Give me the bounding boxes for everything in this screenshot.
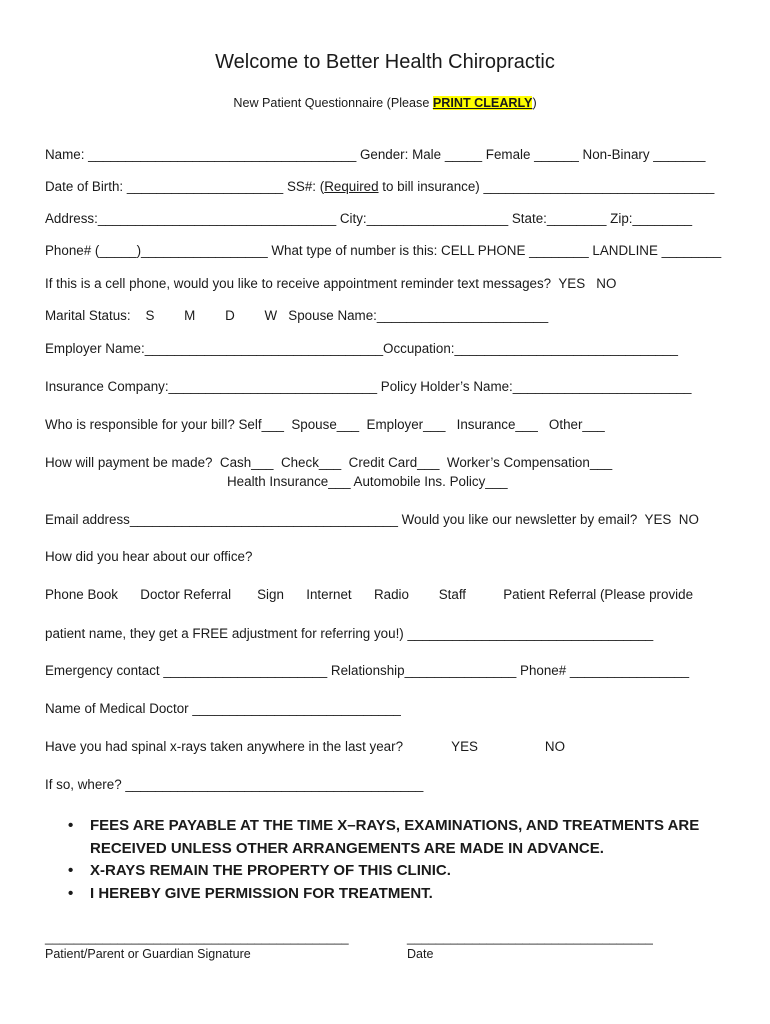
signature-line[interactable]: __________________________________________	[45, 930, 349, 945]
email-line[interactable]: Email address____________________________________ Would you like our newsletter by email? YES NO	[45, 512, 699, 527]
referral-name-line[interactable]: patient name, they get a FREE adjustment for referring you!) _________________________________	[45, 626, 654, 641]
dob-ssn-line[interactable]	[45, 179, 714, 195]
signature-label: Patient/Parent or Guardian Signature	[45, 947, 251, 961]
date-line[interactable]: __________________________________	[407, 930, 653, 945]
name-gender-line[interactable]: Name: ____________________________________ Gender: Male _____ Female ______ Non-Binary _______	[45, 147, 706, 162]
insurance-note: to bill insurance) _______________________________	[378, 179, 715, 194]
payment-line[interactable]: How will payment be made? Cash___ Check___ Credit Card___ Worker’s Compensation___	[45, 455, 613, 470]
referral-options-line[interactable]: Phone Book Doctor Referral Sign Internet Radio Staff Patient Referral (Please provide	[45, 587, 694, 602]
cell-reminder-line[interactable]: If this is a cell phone, would you like to receive appointment reminder text messages? YES NO	[45, 276, 617, 291]
emergency-contact-line[interactable]: Emergency contact ______________________ Relationship_______________ Phone# ________________	[45, 663, 690, 678]
xrays-policy: • X-RAYS REMAIN THE PROPERTY OF THIS CLINIC.	[68, 860, 728, 883]
medical-doctor-line[interactable]: Name of Medical Doctor ____________________________	[45, 701, 401, 716]
dob-text: Date of Birth: _____________________ SS#: (	[45, 179, 325, 194]
subtitle-close: )	[532, 96, 537, 110]
employer-line[interactable]: Employer Name:________________________________Occupation:______________________________	[45, 341, 678, 356]
fees-policy: • FEES ARE PAYABLE AT THE TIME X–RAYS, EXAMINATIONS, AND TREATMENTS ARE RECEIVED UNLESS OTHER ARRANGEMENTS ARE MADE IN ADVANCE.	[68, 815, 728, 860]
required-text: Required	[324, 179, 379, 194]
subtitle-text: New Patient Questionnaire (Please	[233, 96, 433, 110]
xrays-where-line[interactable]: If so, where? ________________________________________	[45, 777, 424, 792]
print-clearly-highlight: PRINT CLEARLY	[432, 96, 533, 110]
payment-line-2[interactable]: Health Insurance___ Automobile Ins. Policy___	[227, 474, 508, 489]
hear-about-line: How did you hear about our office?	[45, 549, 253, 564]
marital-status-line[interactable]: Marital Status: S M D W Spouse Name:_______________________	[45, 308, 549, 323]
insurance-line[interactable]: Insurance Company:____________________________ Policy Holder’s Name:________________________	[45, 379, 692, 394]
policy-bullets	[68, 815, 728, 905]
treatment-permission: • I HEREBY GIVE PERMISSION FOR TREATMENT.	[68, 883, 728, 906]
form-subtitle	[0, 95, 770, 111]
responsible-line[interactable]: Who is responsible for your bill? Self___ Spouse___ Employer___ Insurance___ Other___	[45, 417, 605, 432]
xrays-line[interactable]: Have you had spinal x-rays taken anywhere in the last year? YES NO	[45, 739, 565, 754]
date-label: Date	[407, 947, 434, 961]
address-line[interactable]: Address:________________________________ City:___________________ State:________ Zip:________	[45, 211, 693, 226]
phone-line[interactable]: Phone# (_____)_________________ What type of number is this: CELL PHONE ________ LANDLINE ________	[45, 243, 722, 258]
form-title: Welcome to Better Health Chiropractic	[215, 51, 555, 73]
